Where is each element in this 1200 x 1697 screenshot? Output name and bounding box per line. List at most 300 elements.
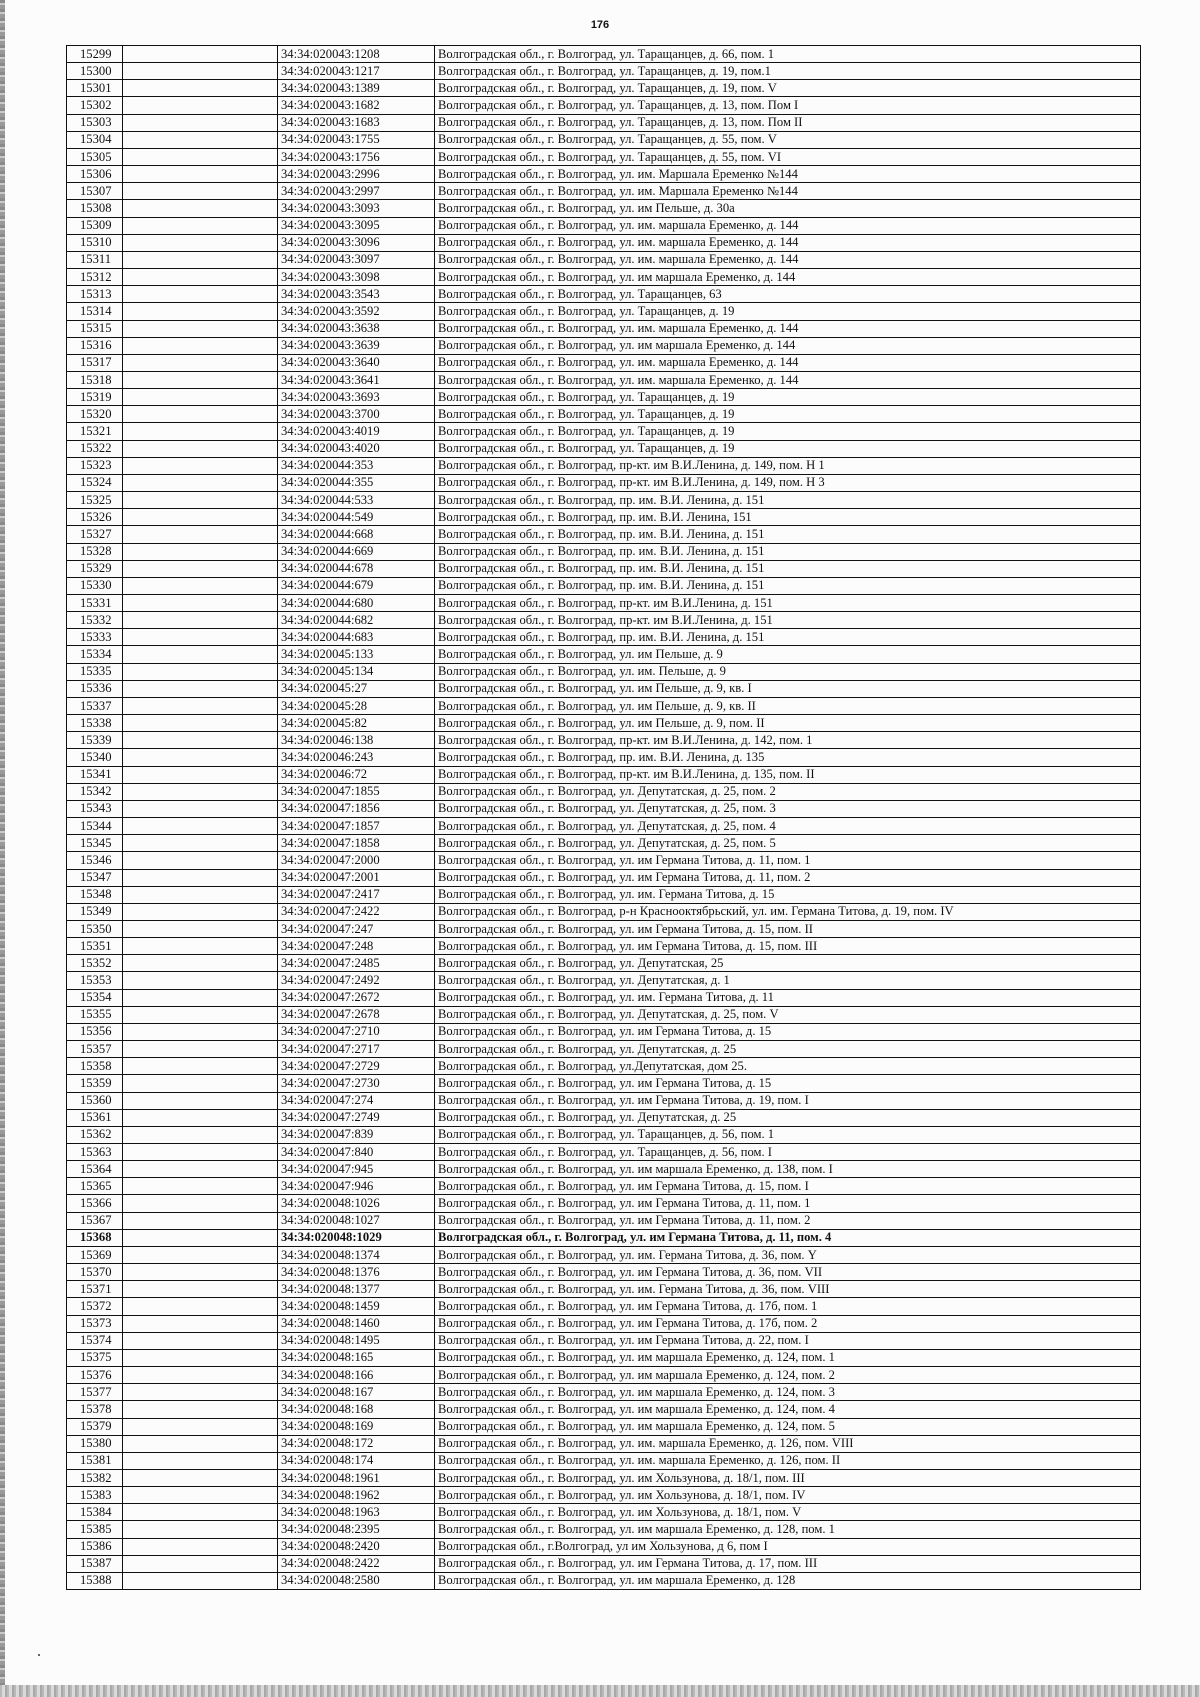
row-name-cell bbox=[123, 800, 278, 817]
address-cell: Волгоградская обл., г. Волгоград, пр. им. В.И. Ленина, д. 151 bbox=[435, 526, 1141, 543]
table-row bbox=[67, 217, 1141, 234]
table-row bbox=[67, 1521, 1141, 1538]
row-number-cell: 15324 bbox=[67, 474, 123, 491]
row-name-cell bbox=[123, 749, 278, 766]
cadastral-number-cell: 34:34:020044:668 bbox=[278, 526, 435, 543]
address-cell: Волгоградская обл., г. Волгоград, ул. Таращанцев, д. 13, пом. Пом I bbox=[435, 97, 1141, 114]
table-row bbox=[67, 200, 1141, 217]
address-cell: Волгоградская обл., г. Волгоград, пр. им. В.И. Ленина, д. 151 bbox=[435, 543, 1141, 560]
address-cell: Волгоградская обл., г. Волгоград, пр-кт. им В.И.Ленина, д. 151 bbox=[435, 595, 1141, 612]
row-number-cell: 15316 bbox=[67, 337, 123, 354]
row-number-cell: 15379 bbox=[67, 1418, 123, 1435]
cadastral-number-cell: 34:34:020048:166 bbox=[278, 1367, 435, 1384]
row-number-cell: 15331 bbox=[67, 595, 123, 612]
row-number-cell: 15355 bbox=[67, 1006, 123, 1023]
table-row bbox=[67, 1229, 1141, 1246]
row-number-cell: 15336 bbox=[67, 680, 123, 697]
table-row bbox=[67, 148, 1141, 165]
row-number-cell: 15375 bbox=[67, 1349, 123, 1366]
cadastral-number-cell: 34:34:020048:2422 bbox=[278, 1555, 435, 1572]
cadastral-number-cell: 34:34:020047:1857 bbox=[278, 818, 435, 835]
address-cell: Волгоградская обл., г. Волгоград, ул. им Германа Титова, д. 15, пом. I bbox=[435, 1178, 1141, 1195]
table-row bbox=[67, 1126, 1141, 1143]
table-row bbox=[67, 732, 1141, 749]
address-cell: Волгоградская обл., г. Волгоград, ул. им Германа Титова, д. 15 bbox=[435, 1023, 1141, 1040]
row-number-cell: 15365 bbox=[67, 1178, 123, 1195]
row-name-cell bbox=[123, 1521, 278, 1538]
row-number-cell: 15352 bbox=[67, 955, 123, 972]
page-number: 176 bbox=[590, 19, 610, 31]
table-row bbox=[67, 1246, 1141, 1263]
row-name-cell bbox=[123, 1572, 278, 1589]
row-name-cell bbox=[123, 1538, 278, 1555]
row-name-cell bbox=[123, 440, 278, 457]
cadastral-number-cell: 34:34:020047:1855 bbox=[278, 783, 435, 800]
address-cell: Волгоградская обл., г. Волгоград, ул. им маршала Еременко, д. 144 bbox=[435, 337, 1141, 354]
row-number-cell: 15302 bbox=[67, 97, 123, 114]
table-row bbox=[67, 1006, 1141, 1023]
row-number-cell: 15314 bbox=[67, 303, 123, 320]
row-number-cell: 15323 bbox=[67, 457, 123, 474]
row-number-cell: 15354 bbox=[67, 989, 123, 1006]
row-number-cell: 15325 bbox=[67, 492, 123, 509]
address-cell: Волгоградская обл., г. Волгоград, ул. им Германа Титова, д. 11, пом. 1 bbox=[435, 1195, 1141, 1212]
row-name-cell bbox=[123, 200, 278, 217]
cadastral-number-cell: 34:34:020043:4020 bbox=[278, 440, 435, 457]
address-cell: Волгоградская обл., г. Волгоград, ул. Таращанцев, д. 19 bbox=[435, 406, 1141, 423]
address-cell: Волгоградская обл., г. Волгоград, ул. им Пельше, д. 9, кв. I bbox=[435, 680, 1141, 697]
row-name-cell bbox=[123, 509, 278, 526]
cadastral-number-cell: 34:34:020047:2717 bbox=[278, 1041, 435, 1058]
address-cell: Волгоградская обл., г. Волгоград, ул. им. маршала Еременко, д. 126, пом. VIII bbox=[435, 1435, 1141, 1452]
cadastral-number-cell: 34:34:020043:3640 bbox=[278, 354, 435, 371]
address-cell: Волгоградская обл., г. Волгоград, ул. им Пельше, д. 30а bbox=[435, 200, 1141, 217]
row-name-cell bbox=[123, 1435, 278, 1452]
table-row bbox=[67, 646, 1141, 663]
row-name-cell bbox=[123, 903, 278, 920]
row-name-cell bbox=[123, 783, 278, 800]
address-cell: Волгоградская обл., г. Волгоград, ул. им маршала Еременко, д. 124, пом. 3 bbox=[435, 1384, 1141, 1401]
address-cell: Волгоградская обл., г. Волгоград, ул. Таращанцев, д. 19 bbox=[435, 423, 1141, 440]
row-name-cell bbox=[123, 1487, 278, 1504]
address-cell: Волгоградская обл., г. Волгоград, ул. им Германа Титова, д. 11, пом. 2 bbox=[435, 869, 1141, 886]
row-name-cell bbox=[123, 715, 278, 732]
cadastral-number-cell: 34:34:020048:2580 bbox=[278, 1572, 435, 1589]
row-number-cell: 15342 bbox=[67, 783, 123, 800]
row-name-cell bbox=[123, 886, 278, 903]
address-cell: Волгоградская обл., г. Волгоград, ул. им Германа Титова, д. 36, пом. VII bbox=[435, 1264, 1141, 1281]
address-cell: Волгоградская обл., г. Волгоград, ул.Депутатская, дом 25. bbox=[435, 1058, 1141, 1075]
table-row bbox=[67, 63, 1141, 80]
address-cell: Волгоградская обл., г. Волгоград, ул. им Германа Титова, д. 17, пом. III bbox=[435, 1555, 1141, 1572]
table-row bbox=[67, 612, 1141, 629]
address-cell: Волгоградская обл., г. Волгоград, ул. им. Маршала Еременко №144 bbox=[435, 183, 1141, 200]
row-name-cell bbox=[123, 1298, 278, 1315]
table-row bbox=[67, 972, 1141, 989]
cadastral-number-cell: 34:34:020048:1029 bbox=[278, 1229, 435, 1246]
row-number-cell: 15364 bbox=[67, 1161, 123, 1178]
address-cell: Волгоградская обл., г. Волгоград, пр-кт. им В.И.Ленина, д. 142, пом. 1 bbox=[435, 732, 1141, 749]
cadastral-number-cell: 34:34:020043:3641 bbox=[278, 371, 435, 388]
row-name-cell bbox=[123, 577, 278, 594]
cadastral-number-cell: 34:34:020043:1208 bbox=[278, 46, 435, 63]
address-cell: Волгоградская обл., г. Волгоград, ул. им маршала Еременко, д. 128 bbox=[435, 1572, 1141, 1589]
row-name-cell bbox=[123, 217, 278, 234]
cadastral-number-cell: 34:34:020047:946 bbox=[278, 1178, 435, 1195]
row-name-cell bbox=[123, 389, 278, 406]
row-number-cell: 15319 bbox=[67, 389, 123, 406]
row-name-cell bbox=[123, 320, 278, 337]
table-row bbox=[67, 1041, 1141, 1058]
row-name-cell bbox=[123, 680, 278, 697]
table-row bbox=[67, 852, 1141, 869]
address-cell: Волгоградская обл., г. Волгоград, ул. им. маршала Еременко, д. 144 bbox=[435, 371, 1141, 388]
cadastral-number-cell: 34:34:020048:1459 bbox=[278, 1298, 435, 1315]
address-cell: Волгоградская обл., г. Волгоград, ул. им. маршала Еременко, д. 144 bbox=[435, 234, 1141, 251]
table-row bbox=[67, 423, 1141, 440]
cadastral-number-cell: 34:34:020044:533 bbox=[278, 492, 435, 509]
cadastral-number-cell: 34:34:020044:682 bbox=[278, 612, 435, 629]
row-name-cell bbox=[123, 972, 278, 989]
table-row bbox=[67, 354, 1141, 371]
cadastral-number-cell: 34:34:020047:274 bbox=[278, 1092, 435, 1109]
cadastral-number-cell: 34:34:020047:2492 bbox=[278, 972, 435, 989]
cadastral-number-cell: 34:34:020043:3093 bbox=[278, 200, 435, 217]
table-row bbox=[67, 46, 1141, 63]
table-row bbox=[67, 406, 1141, 423]
table-row bbox=[67, 629, 1141, 646]
address-cell: Волгоградская обл., г. Волгоград, ул. Депутатская, д. 25, пом. 4 bbox=[435, 818, 1141, 835]
table-row bbox=[67, 474, 1141, 491]
row-number-cell: 15340 bbox=[67, 749, 123, 766]
row-name-cell bbox=[123, 97, 278, 114]
row-number-cell: 15305 bbox=[67, 148, 123, 165]
row-name-cell bbox=[123, 1041, 278, 1058]
table-row bbox=[67, 1264, 1141, 1281]
registry-body bbox=[67, 46, 1141, 1590]
table-row bbox=[67, 251, 1141, 268]
row-name-cell bbox=[123, 492, 278, 509]
address-cell: Волгоградская обл., г. Волгоград, ул. им. Германа Титова, д. 36, пом. Y bbox=[435, 1246, 1141, 1263]
row-name-cell bbox=[123, 1504, 278, 1521]
table-row bbox=[67, 577, 1141, 594]
row-name-cell bbox=[123, 474, 278, 491]
row-number-cell: 15385 bbox=[67, 1521, 123, 1538]
address-cell: Волгоградская обл., г. Волгоград, ул. им маршала Еременко, д. 124, пом. 1 bbox=[435, 1349, 1141, 1366]
table-row bbox=[67, 183, 1141, 200]
row-name-cell bbox=[123, 543, 278, 560]
table-row bbox=[67, 440, 1141, 457]
row-name-cell bbox=[123, 1367, 278, 1384]
row-name-cell bbox=[123, 989, 278, 1006]
row-number-cell: 15304 bbox=[67, 131, 123, 148]
address-cell: Волгоградская обл., г. Волгоград, ул. им Германа Титова, д. 22, пом. I bbox=[435, 1332, 1141, 1349]
row-name-cell bbox=[123, 1281, 278, 1298]
cadastral-number-cell: 34:34:020047:945 bbox=[278, 1161, 435, 1178]
row-number-cell: 15346 bbox=[67, 852, 123, 869]
cadastral-number-cell: 34:34:020047:248 bbox=[278, 938, 435, 955]
row-name-cell bbox=[123, 371, 278, 388]
row-number-cell: 15376 bbox=[67, 1367, 123, 1384]
address-cell: Волгоградская обл., г. Волгоград, ул. им. маршала Еременко, д. 144 bbox=[435, 251, 1141, 268]
row-number-cell: 15367 bbox=[67, 1212, 123, 1229]
table-row bbox=[67, 269, 1141, 286]
cadastral-number-cell: 34:34:020047:2417 bbox=[278, 886, 435, 903]
cadastral-number-cell: 34:34:020043:1756 bbox=[278, 148, 435, 165]
address-cell: Волгоградская обл., г. Волгоград, пр. им. В.И. Ленина, д. 151 bbox=[435, 560, 1141, 577]
table-row bbox=[67, 560, 1141, 577]
table-row bbox=[67, 97, 1141, 114]
cadastral-number-cell: 34:34:020043:3098 bbox=[278, 269, 435, 286]
row-number-cell: 15366 bbox=[67, 1195, 123, 1212]
row-number-cell: 15358 bbox=[67, 1058, 123, 1075]
cadastral-number-cell: 34:34:020048:1961 bbox=[278, 1469, 435, 1486]
address-cell: Волгоградская обл., г. Волгоград, ул. им маршала Еременко, д. 138, пом. I bbox=[435, 1161, 1141, 1178]
address-cell: Волгоградская обл., г. Волгоград, ул. им Германа Титова, д. 15, пом. II bbox=[435, 920, 1141, 937]
table-row bbox=[67, 663, 1141, 680]
row-number-cell: 15321 bbox=[67, 423, 123, 440]
cadastral-number-cell: 34:34:020047:2678 bbox=[278, 1006, 435, 1023]
cadastral-number-cell: 34:34:020043:1683 bbox=[278, 114, 435, 131]
row-number-cell: 15328 bbox=[67, 543, 123, 560]
row-name-cell bbox=[123, 938, 278, 955]
row-number-cell: 15320 bbox=[67, 406, 123, 423]
address-cell: Волгоградская обл., г. Волгоград, ул. Таращанцев, д. 19 bbox=[435, 389, 1141, 406]
table-row bbox=[67, 114, 1141, 131]
address-cell: Волгоградская обл., г. Волгоград, ул. Депутатская, д. 1 bbox=[435, 972, 1141, 989]
cadastral-number-cell: 34:34:020047:2672 bbox=[278, 989, 435, 1006]
table-row bbox=[67, 1435, 1141, 1452]
address-cell: Волгоградская обл., г. Волгоград, ул. Депутатская, д. 25 bbox=[435, 1109, 1141, 1126]
row-name-cell bbox=[123, 423, 278, 440]
row-name-cell bbox=[123, 1384, 278, 1401]
cadastral-number-cell: 34:34:020048:174 bbox=[278, 1452, 435, 1469]
row-name-cell bbox=[123, 1418, 278, 1435]
row-name-cell bbox=[123, 63, 278, 80]
cadastral-number-cell: 34:34:020048:1377 bbox=[278, 1281, 435, 1298]
cadastral-number-cell: 34:34:020047:2422 bbox=[278, 903, 435, 920]
row-name-cell bbox=[123, 1126, 278, 1143]
row-name-cell bbox=[123, 251, 278, 268]
table-row bbox=[67, 166, 1141, 183]
address-cell: Волгоградская обл., г. Волгоград, ул. им Германа Титова, д. 11, пом. 4 bbox=[435, 1229, 1141, 1246]
cadastral-number-cell: 34:34:020048:1374 bbox=[278, 1246, 435, 1263]
row-name-cell bbox=[123, 1401, 278, 1418]
table-row bbox=[67, 1504, 1141, 1521]
cadastral-number-cell: 34:34:020047:2000 bbox=[278, 852, 435, 869]
row-number-cell: 15334 bbox=[67, 646, 123, 663]
address-cell: Волгоградская обл., г. Волгоград, пр-кт. им В.И.Ленина, д. 135, пом. II bbox=[435, 766, 1141, 783]
address-cell: Волгоградская обл., г. Волгоград, пр. им. В.И. Ленина, д. 135 bbox=[435, 749, 1141, 766]
row-name-cell bbox=[123, 646, 278, 663]
cadastral-number-cell: 34:34:020044:355 bbox=[278, 474, 435, 491]
row-number-cell: 15303 bbox=[67, 114, 123, 131]
address-cell: Волгоградская обл., г. Волгоград, ул. Таращанцев, 63 bbox=[435, 286, 1141, 303]
address-cell: Волгоградская обл., г. Волгоград, ул. Таращанцев, д. 56, пом. I bbox=[435, 1144, 1141, 1161]
address-cell: Волгоградская обл., г. Волгоград, ул. им маршала Еременко, д. 124, пом. 5 bbox=[435, 1418, 1141, 1435]
row-number-cell: 15377 bbox=[67, 1384, 123, 1401]
row-name-cell bbox=[123, 1161, 278, 1178]
registry-table bbox=[66, 45, 1141, 1590]
row-number-cell: 15317 bbox=[67, 354, 123, 371]
row-number-cell: 15357 bbox=[67, 1041, 123, 1058]
cadastral-number-cell: 34:34:020047:1858 bbox=[278, 835, 435, 852]
address-cell: Волгоградская обл., г. Волгоград, пр-кт. им В.И.Ленина, д. 149, пом. Н 3 bbox=[435, 474, 1141, 491]
row-name-cell bbox=[123, 1315, 278, 1332]
cadastral-number-cell: 34:34:020048:1963 bbox=[278, 1504, 435, 1521]
cadastral-number-cell: 34:34:020048:167 bbox=[278, 1384, 435, 1401]
row-number-cell: 15372 bbox=[67, 1298, 123, 1315]
table-row bbox=[67, 286, 1141, 303]
row-number-cell: 15383 bbox=[67, 1487, 123, 1504]
row-number-cell: 15343 bbox=[67, 800, 123, 817]
address-cell: Волгоградская обл., г. Волгоград, ул. им маршала Еременко, д. 124, пом. 2 bbox=[435, 1367, 1141, 1384]
cadastral-number-cell: 34:34:020047:1856 bbox=[278, 800, 435, 817]
row-name-cell bbox=[123, 234, 278, 251]
cadastral-number-cell: 34:34:020047:2729 bbox=[278, 1058, 435, 1075]
address-cell: Волгоградская обл., г. Волгоград, ул. им. Маршала Еременко №144 bbox=[435, 166, 1141, 183]
address-cell: Волгоградская обл., г. Волгоград, ул. им Германа Титова, д. 11, пом. 1 bbox=[435, 852, 1141, 869]
row-name-cell bbox=[123, 1229, 278, 1246]
row-number-cell: 15353 bbox=[67, 972, 123, 989]
row-name-cell bbox=[123, 1212, 278, 1229]
row-number-cell: 15335 bbox=[67, 663, 123, 680]
cadastral-number-cell: 34:34:020044:669 bbox=[278, 543, 435, 560]
cadastral-number-cell: 34:34:020045:82 bbox=[278, 715, 435, 732]
table-row bbox=[67, 766, 1141, 783]
address-cell: Волгоградская обл., г. Волгоград, ул. Таращанцев, д. 66, пом. 1 bbox=[435, 46, 1141, 63]
cadastral-number-cell: 34:34:020047:247 bbox=[278, 920, 435, 937]
row-number-cell: 15386 bbox=[67, 1538, 123, 1555]
cadastral-number-cell: 34:34:020044:683 bbox=[278, 629, 435, 646]
row-number-cell: 15308 bbox=[67, 200, 123, 217]
table-row bbox=[67, 1332, 1141, 1349]
address-cell: Волгоградская обл., г. Волгоград, ул. Таращанцев, д. 19, пом.1 bbox=[435, 63, 1141, 80]
cadastral-number-cell: 34:34:020048:1460 bbox=[278, 1315, 435, 1332]
cadastral-number-cell: 34:34:020048:172 bbox=[278, 1435, 435, 1452]
cadastral-number-cell: 34:34:020043:2997 bbox=[278, 183, 435, 200]
row-number-cell: 15337 bbox=[67, 697, 123, 714]
cadastral-number-cell: 34:34:020043:3693 bbox=[278, 389, 435, 406]
address-cell: Волгоградская обл., г. Волгоград, ул. им Хользунова, д. 18/1, пом. III bbox=[435, 1469, 1141, 1486]
cadastral-number-cell: 34:34:020044:679 bbox=[278, 577, 435, 594]
table-row bbox=[67, 697, 1141, 714]
table-row bbox=[67, 234, 1141, 251]
cadastral-number-cell: 34:34:020043:2996 bbox=[278, 166, 435, 183]
row-number-cell: 15373 bbox=[67, 1315, 123, 1332]
row-number-cell: 15330 bbox=[67, 577, 123, 594]
table-row bbox=[67, 1195, 1141, 1212]
row-name-cell bbox=[123, 286, 278, 303]
row-name-cell bbox=[123, 560, 278, 577]
table-row bbox=[67, 337, 1141, 354]
row-name-cell bbox=[123, 131, 278, 148]
row-name-cell bbox=[123, 457, 278, 474]
address-cell: Волгоградская обл., г. Волгоград, ул. им маршала Еременко, д. 144 bbox=[435, 269, 1141, 286]
table-row bbox=[67, 1281, 1141, 1298]
row-number-cell: 15362 bbox=[67, 1126, 123, 1143]
row-number-cell: 15307 bbox=[67, 183, 123, 200]
cadastral-number-cell: 34:34:020043:1682 bbox=[278, 97, 435, 114]
table-row bbox=[67, 1109, 1141, 1126]
row-name-cell bbox=[123, 1452, 278, 1469]
row-number-cell: 15300 bbox=[67, 63, 123, 80]
address-cell: Волгоградская обл., г. Волгоград, ул. им Германа Титова, д. 15, пом. III bbox=[435, 938, 1141, 955]
row-name-cell bbox=[123, 920, 278, 937]
cadastral-number-cell: 34:34:020047:2749 bbox=[278, 1109, 435, 1126]
row-number-cell: 15313 bbox=[67, 286, 123, 303]
table-row bbox=[67, 920, 1141, 937]
address-cell: Волгоградская обл., г. Волгоград, пр-кт. им В.И.Ленина, д. 151 bbox=[435, 612, 1141, 629]
row-name-cell bbox=[123, 1469, 278, 1486]
address-cell: Волгоградская обл., г. Волгоград, ул. им. маршала Еременко, д. 144 bbox=[435, 354, 1141, 371]
address-cell: Волгоградская обл., г. Волгоград, ул. им Хользунова, д. 18/1, пом. V bbox=[435, 1504, 1141, 1521]
cadastral-number-cell: 34:34:020047:2730 bbox=[278, 1075, 435, 1092]
table-row bbox=[67, 886, 1141, 903]
table-row bbox=[67, 800, 1141, 817]
row-name-cell bbox=[123, 337, 278, 354]
table-row bbox=[67, 80, 1141, 97]
row-name-cell bbox=[123, 1075, 278, 1092]
address-cell: Волгоградская обл., г. Волгоград, пр. им. В.И. Ленина, д. 151 bbox=[435, 577, 1141, 594]
table-row bbox=[67, 1298, 1141, 1315]
row-number-cell: 15381 bbox=[67, 1452, 123, 1469]
row-name-cell bbox=[123, 835, 278, 852]
address-cell: Волгоградская обл., г. Волгоград, ул. им Германа Титова, д. 19, пом. I bbox=[435, 1092, 1141, 1109]
table-row bbox=[67, 371, 1141, 388]
table-row bbox=[67, 389, 1141, 406]
cadastral-number-cell: 34:34:020046:72 bbox=[278, 766, 435, 783]
cadastral-number-cell: 34:34:020043:1755 bbox=[278, 131, 435, 148]
address-cell: Волгоградская обл., г. Волгоград, ул. Депутатская, 25 bbox=[435, 955, 1141, 972]
cadastral-number-cell: 34:34:020048:165 bbox=[278, 1349, 435, 1366]
row-number-cell: 15369 bbox=[67, 1246, 123, 1263]
row-name-cell bbox=[123, 46, 278, 63]
cadastral-number-cell: 34:34:020045:134 bbox=[278, 663, 435, 680]
cadastral-number-cell: 34:34:020046:243 bbox=[278, 749, 435, 766]
row-name-cell bbox=[123, 732, 278, 749]
table-row bbox=[67, 1401, 1141, 1418]
row-number-cell: 15318 bbox=[67, 371, 123, 388]
table-row bbox=[67, 1452, 1141, 1469]
address-cell: Волгоградская обл., г. Волгоград, ул. им Хользунова, д. 18/1, пом. IV bbox=[435, 1487, 1141, 1504]
cadastral-number-cell: 34:34:020043:3096 bbox=[278, 234, 435, 251]
row-number-cell: 15301 bbox=[67, 80, 123, 97]
table-row bbox=[67, 1367, 1141, 1384]
table-row bbox=[67, 1058, 1141, 1075]
address-cell: Волгоградская обл., г. Волгоград, ул. им Германа Титова, д. 11, пом. 2 bbox=[435, 1212, 1141, 1229]
cadastral-number-cell: 34:34:020047:840 bbox=[278, 1144, 435, 1161]
cadastral-number-cell: 34:34:020046:138 bbox=[278, 732, 435, 749]
address-cell: Волгоградская обл., г. Волгоград, пр. им. В.И. Ленина, д. 151 bbox=[435, 629, 1141, 646]
table-row bbox=[67, 1023, 1141, 1040]
address-cell: Волгоградская обл., г. Волгоград, ул. Таращанцев, д. 19 bbox=[435, 440, 1141, 457]
table-row bbox=[67, 1144, 1141, 1161]
cadastral-number-cell: 34:34:020044:549 bbox=[278, 509, 435, 526]
row-number-cell: 15384 bbox=[67, 1504, 123, 1521]
table-row bbox=[67, 783, 1141, 800]
scan-speck bbox=[38, 1654, 40, 1656]
table-row bbox=[67, 1178, 1141, 1195]
row-number-cell: 15299 bbox=[67, 46, 123, 63]
table-row bbox=[67, 818, 1141, 835]
row-number-cell: 15344 bbox=[67, 818, 123, 835]
row-name-cell bbox=[123, 406, 278, 423]
row-name-cell bbox=[123, 1246, 278, 1263]
row-number-cell: 15322 bbox=[67, 440, 123, 457]
row-name-cell bbox=[123, 1555, 278, 1572]
address-cell: Волгоградская обл., г. Волгоград, пр. им. В.И. Ленина, 151 bbox=[435, 509, 1141, 526]
